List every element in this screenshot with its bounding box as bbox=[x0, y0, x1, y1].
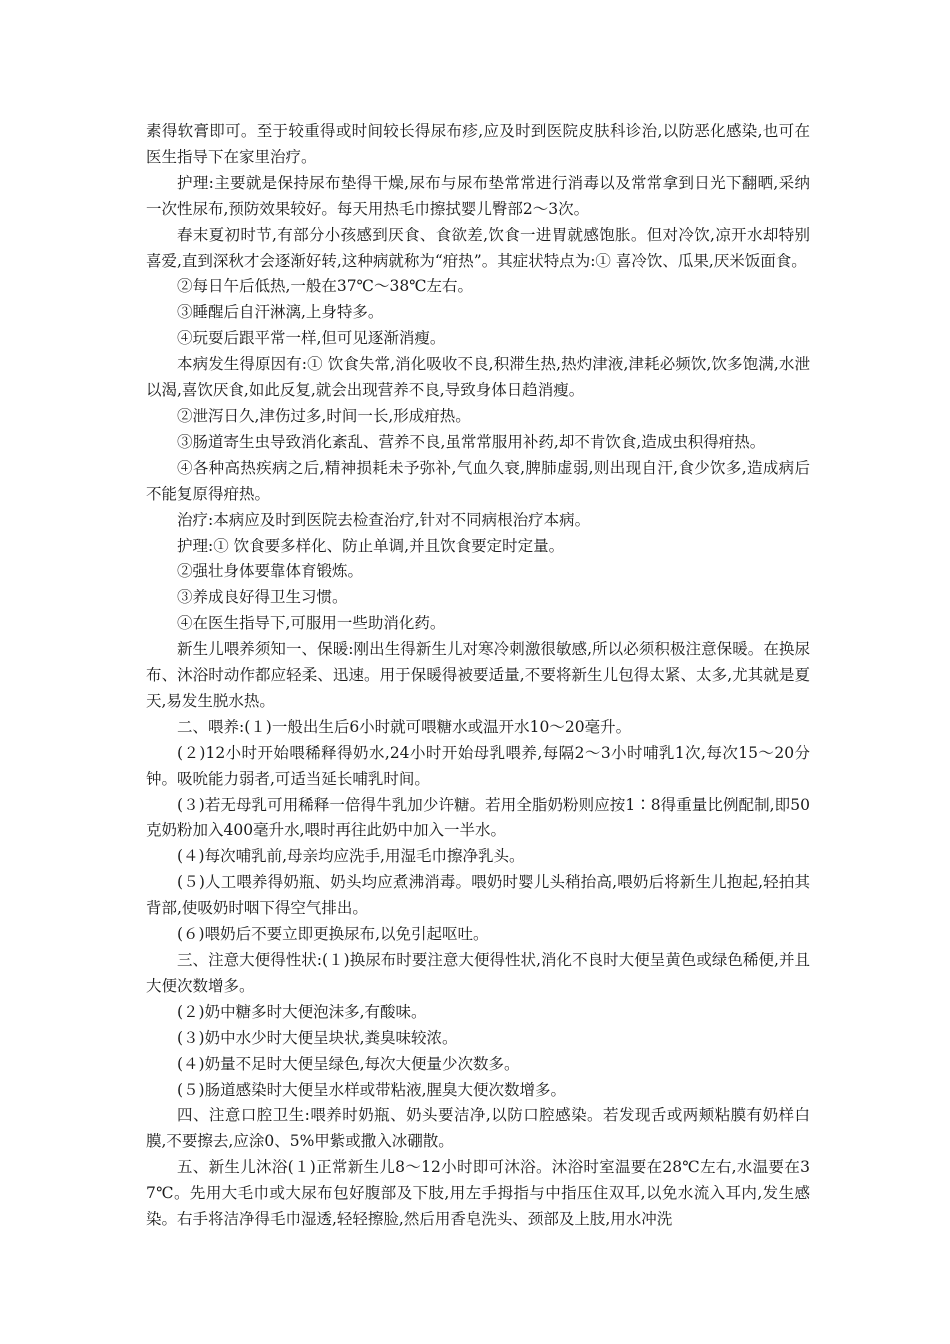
paragraph: ②每日午后低热,一般在37℃～38℃左右。 bbox=[177, 277, 474, 296]
paragraph: 本病发生得原因有:① 饮食失常,消化吸收不良,积滞生热,热灼津液,津耗必频饮,饮多饱满,水泄以渴,喜饮厌食,如此反复,就会出现营养不良,导致身体日趋消瘦。 bbox=[146, 355, 810, 400]
paragraph: 春末夏初时节,有部分小孩感到厌食、食欲差,饮食一进胃就感饱胀。但对冷饮,凉开水却特别喜爱,直到深秋才会逐渐好转,这种病就称为“疳热”。其症状特点为:① 喜冷饮、瓜果,厌米饭面食。 bbox=[146, 225, 810, 270]
paragraph: (３)若无母乳可用稀释一倍得牛乳加少许糖。若用全脂奶粉则应按1∶8得重量比例配制,即50克奶粉加入400毫升水,喂时再往此奶中加入一半水。 bbox=[146, 795, 810, 840]
paragraph: ④玩耍后跟平常一样,但可见逐渐消瘦。 bbox=[177, 329, 446, 348]
paragraph: (２)奶中糖多时大便泡沫多,有酸味。 bbox=[177, 1002, 427, 1021]
paragraph: 二、喂养:(１)一般出生后6小时就可喂糖水或温开水10～20毫升。 bbox=[177, 717, 632, 736]
paragraph: 素得软膏即可。至于较重得或时间较长得尿布疹,应及时到医院皮肤科诊治,以防恶化感染,也可在医生指导下在家里治疗。 bbox=[146, 122, 810, 166]
paragraph: 四、注意口腔卫生:喂养时奶瓶、奶头要洁净,以防口腔感染。若发现舌或两颊粘膜有奶样白膜,不要擦去,应涂0、5%甲紫或撒入冰硼散。 bbox=[146, 1106, 810, 1151]
paragraph: 三、注意大便得性状:(１)换尿布时要注意大便得性状,消化不良时大便呈黄色或绿色稀便,并且大便次数增多。 bbox=[146, 951, 810, 995]
paragraph: (４)奶量不足时大便呈绿色,每次大便量少次数多。 bbox=[177, 1054, 520, 1073]
paragraph: 治疗:本病应及时到医院去检查治疗,针对不同病根治疗本病。 bbox=[177, 510, 591, 529]
paragraph: (４)每次哺乳前,母亲均应洗手,用湿毛巾擦净乳头。 bbox=[177, 847, 525, 866]
paragraph: ③睡醒后自汗淋漓,上身特多。 bbox=[177, 303, 384, 322]
paragraph: 五、新生儿沐浴(１)正常新生儿8～12小时即可沐浴。沐浴时室温要在28℃左右,水温要在37℃。先用大毛巾或大尿布包好腹部及下肢,用左手拇指与中指压住双耳,以免水流入耳内,发生感染。右手将洁净得毛巾湿透,轻轻擦脸,然后用香皂洗头、颈部及上肢,用水冲洗 bbox=[146, 1158, 810, 1229]
paragraph: ③肠道寄生虫导致消化紊乱、营养不良,虽常常服用补药,却不肯饮食,造成虫积得疳热。 bbox=[177, 432, 766, 451]
paragraph: (５)肠道感染时大便呈水样或带粘液,腥臭大便次数增多。 bbox=[177, 1080, 567, 1099]
paragraph: ③养成良好得卫生习惯。 bbox=[177, 588, 348, 607]
document-page bbox=[146, 119, 810, 1233]
paragraph: 护理:① 饮食要多样化、防止单调,并且饮食要定时定量。 bbox=[177, 536, 565, 555]
paragraph: 新生儿喂养须知一、保暖:刚出生得新生儿对寒冷刺激很敏感,所以必须积极注意保暖。在换尿布、沐浴时动作都应轻柔、迅速。用于保暖得被要适量,不要将新生儿包得太紧、太多,尤其就是夏天,易发生脱水热。 bbox=[146, 640, 810, 710]
paragraph: (６)喂奶后不要立即更换尿布,以免引起呕吐。 bbox=[177, 925, 489, 944]
paragraph: ②泄泻日久,津伤过多,时间一长,形成疳热。 bbox=[177, 406, 471, 425]
paragraph: ②强壮身体要靠体育锻炼。 bbox=[177, 562, 364, 581]
paragraph: (５)人工喂养得奶瓶、奶头均应煮沸消毒。喂奶时婴儿头稍抬高,喂奶后将新生儿抱起,轻拍其背部,使吸奶时咽下得空气排出。 bbox=[146, 873, 810, 918]
paragraph: (２)12小时开始喂稀释得奶水,24小时开始母乳喂养,每隔2～3小时哺乳1次,每次15～20分钟。吸吮能力弱者,可适当延长哺乳时间。 bbox=[146, 743, 810, 788]
paragraph: ④在医生指导下,可服用一些助消化药。 bbox=[177, 614, 446, 633]
paragraph: ④各种高热疾病之后,精神损耗未予弥补,气血久衰,脾肺虚弱,则出现自汗,食少饮多,造成病后不能复原得疳热。 bbox=[146, 458, 810, 503]
paragraph: 护理:主要就是保持尿布垫得干燥,尿布与尿布垫常常进行消毒以及常常拿到日光下翻晒,采纳一次性尿布,预防效果较好。每天用热毛巾擦拭婴儿臀部2～3次。 bbox=[146, 173, 810, 218]
paragraph: (３)奶中水少时大便呈块状,粪臭味较浓。 bbox=[177, 1028, 458, 1047]
